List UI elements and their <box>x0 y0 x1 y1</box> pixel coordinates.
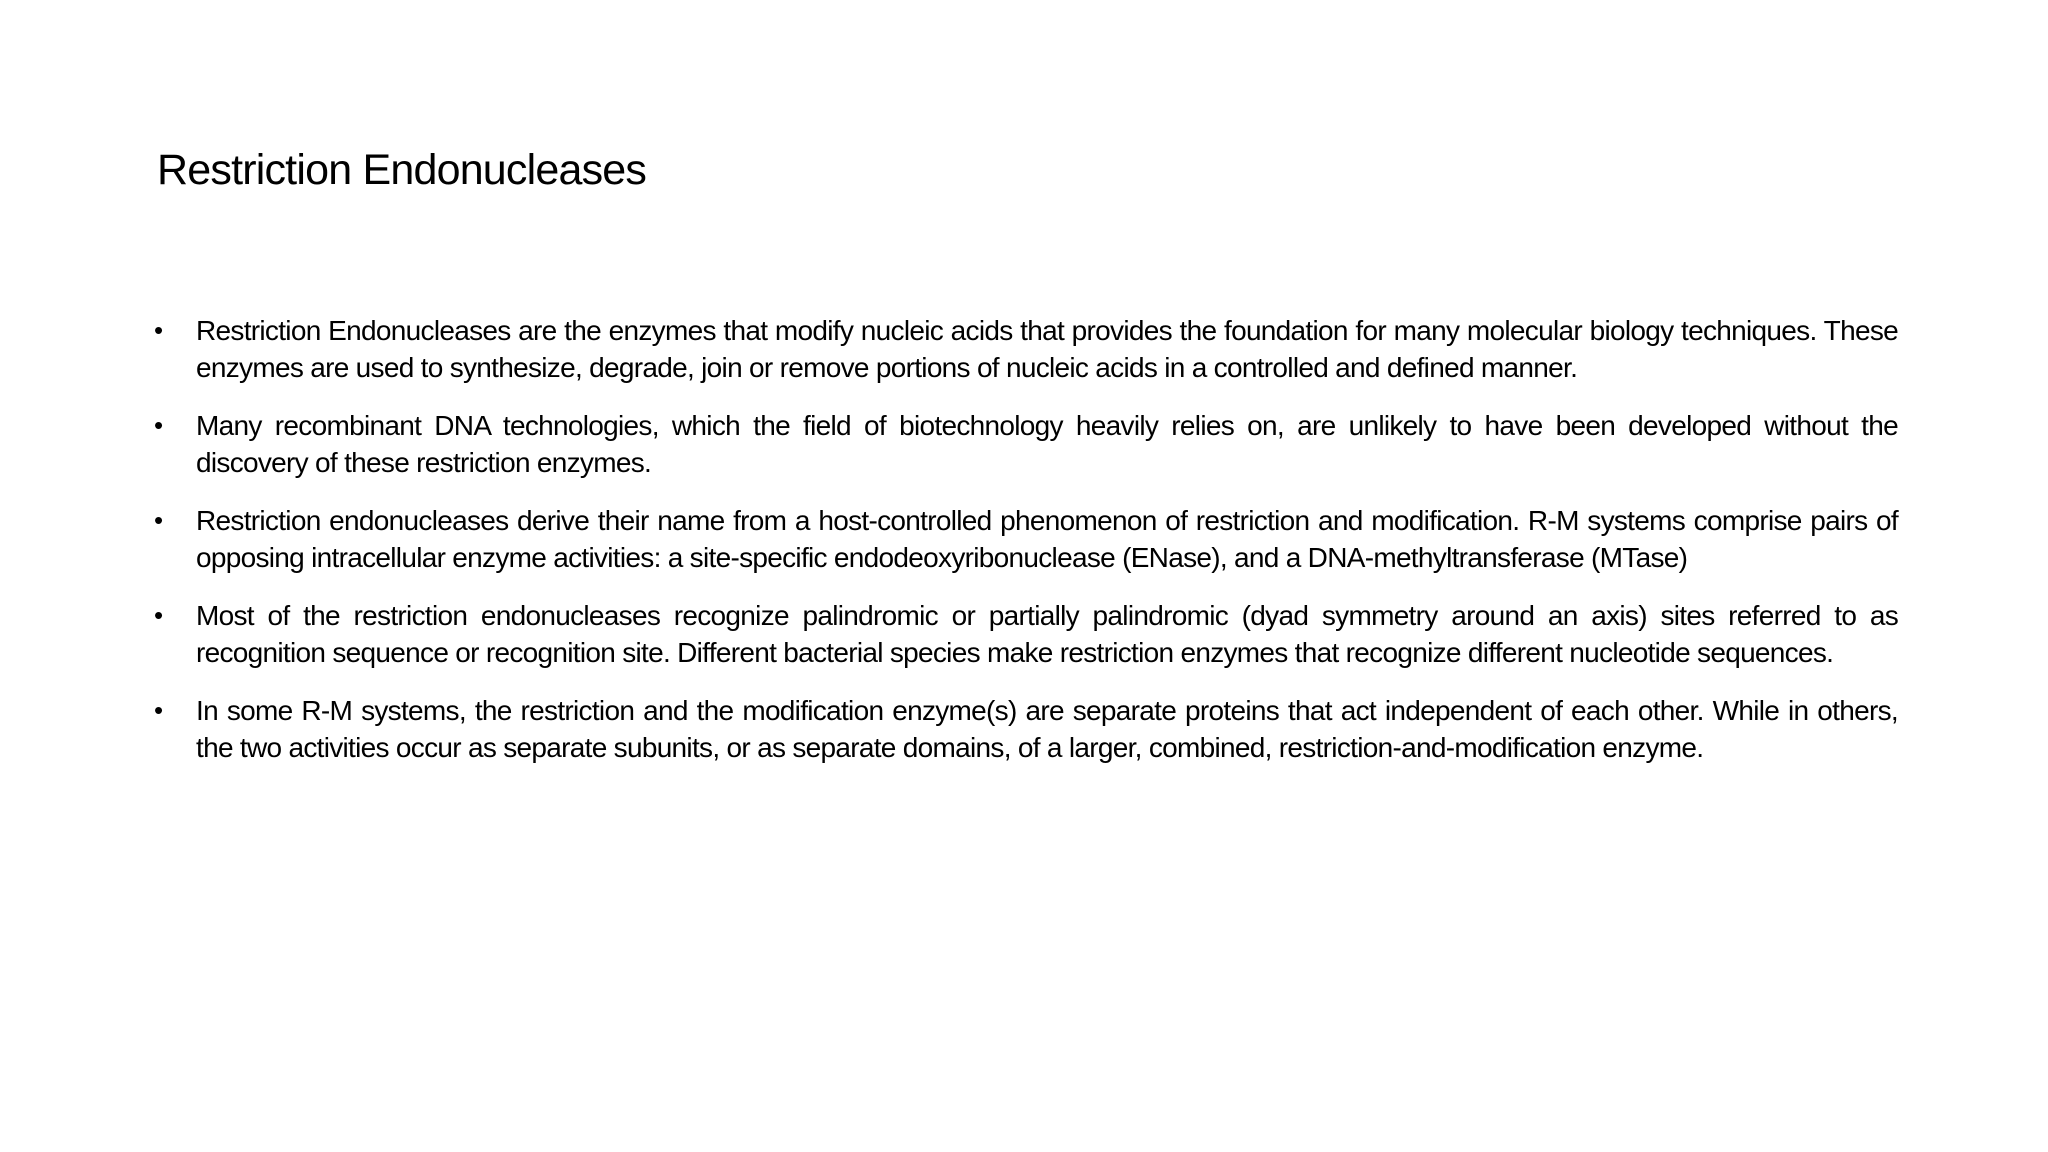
bullet-item <box>150 407 1898 481</box>
bullet-dot-icon: • <box>154 315 164 345</box>
bullet-text: Most of the restriction endonucleases recognize palindromic or partially palindromic (dyad symmetry around an axis) sites referred to as recognition sequence or recognition site. Different bacterial species make restriction enzymes that recognize different nucleotide sequences. <box>196 600 1898 668</box>
bullet-item <box>150 597 1898 671</box>
bullet-dot-icon: • <box>154 600 164 630</box>
slide-title: Restriction Endonucleases <box>157 146 647 194</box>
bullet-dot-icon: • <box>154 505 164 535</box>
bullet-dot-icon: • <box>154 410 164 440</box>
bullet-item <box>150 692 1898 766</box>
bullet-text: In some R-M systems, the restriction and the modification enzyme(s) are separate proteins that act independent of each other. While in others, the two activities occur as separate subunits, or as separate domains, of a larger, combined, restriction-and-modification enzyme. <box>196 695 1898 763</box>
bullet-item <box>150 312 1898 386</box>
bullet-list <box>150 312 1898 787</box>
bullet-text: Restriction endonucleases derive their name from a host-controlled phenomenon of restriction and modification. R-M systems comprise pairs of opposing intracellular enzyme activities: a site-specific endodeoxyribonuclease (ENase), and a DNA-methyltransferase (MTase) <box>196 505 1898 573</box>
bullet-text: Many recombinant DNA technologies, which the field of biotechnology heavily relies on, are unlikely to have been developed without the discovery of these restriction enzymes. <box>196 410 1898 478</box>
bullet-dot-icon: • <box>154 695 164 725</box>
bullet-item <box>150 502 1898 576</box>
bullet-text: Restriction Endonucleases are the enzymes that modify nucleic acids that provides the foundation for many molecular biology techniques. These enzymes are used to synthesize, degrade, join or remove portions of nucleic acids in a controlled and defined manner. <box>196 315 1898 383</box>
